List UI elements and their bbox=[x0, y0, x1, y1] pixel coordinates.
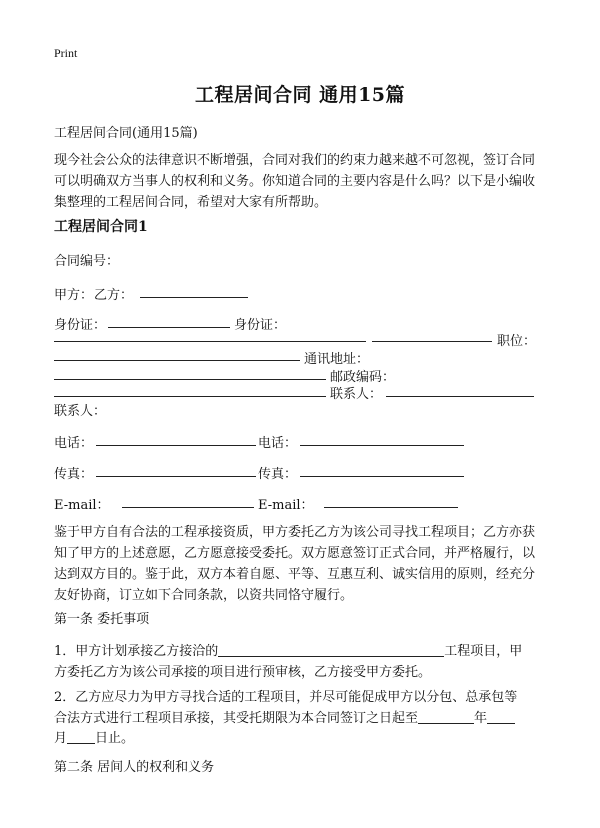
clause-2-line-2 bbox=[54, 707, 515, 726]
clause-1-line-2: 方委托乙方为该公司承接的项目进行预审核，乙方接受甲方委托。 bbox=[54, 665, 432, 680]
clause-1-project-blank[interactable] bbox=[218, 642, 444, 657]
preamble-paragraph: 鉴于甲方自有合法的工程承接资质，甲方委托乙方为该公司寻找工程项目；乙方亦获知了甲方的上述意愿，乙方愿意接受委托。双方愿意签订正式合同，并严格履行，以达到双方目的。鉴于此，双方本着自愿、平等、互惠互利、诚实信用的原则，经充分友好协商，订立如下合同条款，以资共同恪守履行。 bbox=[54, 525, 536, 603]
article-2-title: 第二条 居间人的权利和义务 bbox=[54, 760, 215, 775]
month-blank-prefix[interactable] bbox=[487, 709, 515, 724]
print-link[interactable]: Print bbox=[54, 46, 78, 60]
phone-label-b: 电话： bbox=[258, 436, 298, 451]
clause-2-line-3 bbox=[54, 727, 134, 746]
document-subtitle: 工程居间合同(通用15篇) bbox=[54, 126, 198, 141]
email-label-a: E-mail： bbox=[54, 498, 110, 513]
contract-number-label: 合同编号： bbox=[54, 254, 120, 269]
clause-1-suffix: 工程项目，甲 bbox=[444, 644, 523, 659]
fax-label-b: 传真： bbox=[258, 467, 298, 482]
article-1-title: 第一条 委托事项 bbox=[54, 612, 150, 627]
email-line-b[interactable] bbox=[324, 507, 458, 508]
year-label: 年 bbox=[474, 711, 488, 726]
intro-paragraph: 现今社会公众的法律意识不断增强，合同对我们的约束力越来越不可忽视，签订合同可以明确双方当事人的权利和义务。你知道合同的主要内容是什么吗？以下是小编收集整理的工程居间合同，希望对大家有所帮助。 bbox=[54, 153, 536, 210]
id-card-label-b: 身份证： bbox=[234, 318, 287, 333]
address-line[interactable] bbox=[54, 360, 300, 361]
clause-1-line-1 bbox=[54, 640, 522, 659]
day-blank[interactable] bbox=[67, 729, 95, 744]
contact-label-right: 联系人： bbox=[330, 387, 383, 402]
month-label: 月 bbox=[54, 731, 68, 746]
fax-line-a[interactable] bbox=[96, 476, 256, 477]
id-card-line-a[interactable] bbox=[108, 327, 230, 328]
party-blank-line[interactable] bbox=[140, 297, 248, 298]
position-line[interactable] bbox=[372, 341, 492, 342]
phone-line-b[interactable] bbox=[300, 445, 464, 446]
phone-line-a[interactable] bbox=[96, 445, 256, 446]
phone-label-a: 电话： bbox=[54, 436, 94, 451]
day-label: 日止。 bbox=[95, 731, 135, 746]
clause-1-prefix: 1．甲方计划承接乙方接洽的 bbox=[54, 644, 219, 659]
year-blank[interactable] bbox=[418, 709, 474, 724]
id-card-label-a: 身份证： bbox=[54, 318, 107, 333]
fax-line-b[interactable] bbox=[300, 476, 464, 477]
email-line-a[interactable] bbox=[122, 507, 254, 508]
clause-2-line-2-prefix: 合法方式进行工程项目承接，其受托期限为本合同签订之日起至 bbox=[54, 711, 419, 726]
address-label: 通讯地址： bbox=[304, 352, 370, 367]
contact-label-left: 联系人： bbox=[54, 404, 107, 419]
party-a-label: 甲方： bbox=[54, 288, 94, 303]
long-line-1[interactable] bbox=[54, 341, 366, 342]
page-title: 工程居间合同 通用15篇 bbox=[194, 84, 406, 106]
fax-label-a: 传真： bbox=[54, 467, 94, 482]
postcode-label: 邮政编码： bbox=[330, 370, 396, 385]
party-b-label: 乙方： bbox=[94, 288, 134, 303]
section-heading: 工程居间合同1 bbox=[54, 219, 148, 235]
contact-line-right[interactable] bbox=[386, 396, 534, 397]
clause-2-line-1: 2．乙方应尽力为甲方寻找合适的工程项目，并尽可能促成甲方以分包、总承包等 bbox=[54, 690, 518, 705]
email-label-b: E-mail： bbox=[258, 498, 314, 513]
postcode-line[interactable] bbox=[54, 379, 326, 380]
contact-line-left[interactable] bbox=[54, 396, 326, 397]
position-label: 职位： bbox=[497, 334, 537, 349]
